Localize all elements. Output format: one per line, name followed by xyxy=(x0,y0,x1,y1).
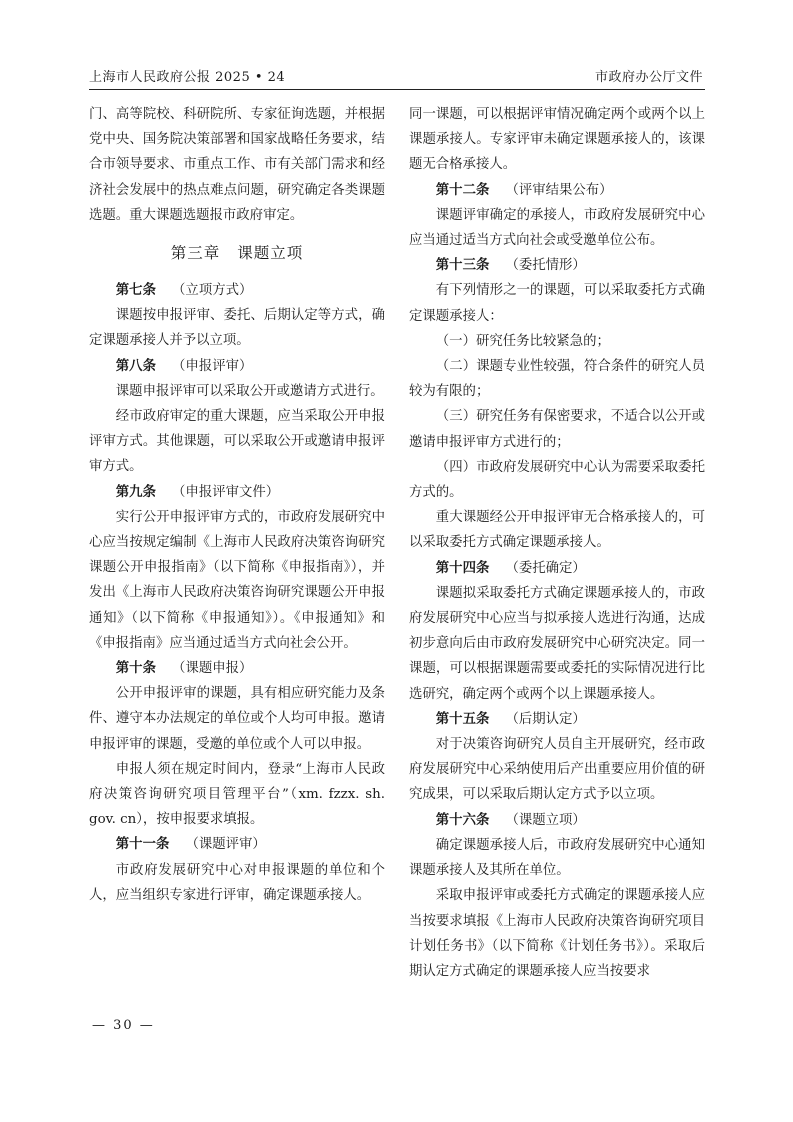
article-title: （委托确定） xyxy=(505,560,586,576)
paragraph: 申报人须在规定时间内，登录“上海市人民政府决策咨询研究项目管理平台”（xm. fzzx. sh. gov. cn），按申报要求填报。 xyxy=(89,761,385,828)
article-heading xyxy=(409,253,705,278)
article-number: 第十一条 xyxy=(115,836,170,853)
list-item: （四）市政府发展研究中心认为需要采取委托方式的。 xyxy=(409,459,705,501)
chapter-title: 课题立项 xyxy=(237,244,304,263)
paragraph: 经市政府审定的重大课题，应当采取公开申报评审方式。其他课题，可以采取公开或邀请申报评审方式。 xyxy=(89,409,385,475)
article-heading xyxy=(409,808,705,833)
list-item: （一）研究任务比较紧急的； xyxy=(435,333,610,349)
article-heading xyxy=(409,556,705,581)
publication-title: 上海市人民政府公报 2025 • 24 xyxy=(89,70,286,85)
chapter-heading xyxy=(89,238,385,268)
article-title: （申报评审） xyxy=(172,358,253,374)
article-heading xyxy=(89,656,385,681)
list-item: （三）研究任务有保密要求，不适合以公开或邀请申报评审方式进行的； xyxy=(409,409,705,450)
article-title: （评审结果公布） xyxy=(505,182,613,198)
article-heading xyxy=(89,278,385,303)
article-title: （立项方式） xyxy=(172,283,253,299)
article-number: 第十六条 xyxy=(435,811,490,828)
paragraph: 课题申报评审可以采取公开或邀请方式进行。 xyxy=(115,383,384,399)
page-number: — 30 — xyxy=(92,1018,155,1033)
article-title: （课题申报） xyxy=(172,661,253,677)
article-title: （课题立项） xyxy=(505,812,586,828)
paragraph: 市政府发展研究中心对申报课题的单位和个人，应当组织专家进行评审，确定课题承接人。 xyxy=(89,862,385,903)
right-column xyxy=(409,102,705,984)
paragraph: 课题按申报评审、委托、后期认定等方式，确定课题承接人并予以立项。 xyxy=(89,308,385,349)
article-title: （后期认定） xyxy=(505,711,586,727)
article-number: 第十四条 xyxy=(435,559,490,576)
paragraph: 课题拟采取委托方式确定课题承接人的，市政府发展研究中心应当与拟承接人选进行沟通，达成初步意向后由市政府发展研究中心研究决定。同一课题，可以根据课题需要或委托的实际情况进行比选研究，确定两个或两个以上课题承接人。 xyxy=(409,585,705,702)
article-number: 第十五条 xyxy=(435,710,490,727)
article-number: 第十三条 xyxy=(435,257,490,274)
list-item: （二）课题专业性较强，符合条件的研究人员较为有限的； xyxy=(409,359,705,400)
article-title: （课题评审） xyxy=(185,837,266,853)
article-number: 第七条 xyxy=(115,282,156,299)
article-number: 第九条 xyxy=(115,483,156,500)
paragraph: 公开申报评审的课题，具有相应研究能力及条件、遵守本办法规定的单位或个人均可申报。邀请申报评审的课题，受邀的单位或个人可以申报。 xyxy=(89,686,385,752)
article-title: （委托情形） xyxy=(505,258,586,274)
article-heading xyxy=(89,354,385,379)
article-heading xyxy=(409,707,705,732)
left-column xyxy=(89,102,385,908)
article-number: 第十二条 xyxy=(435,181,490,198)
article-heading xyxy=(89,480,385,505)
article-number: 第十条 xyxy=(115,660,156,677)
article-heading xyxy=(409,178,705,203)
section-title: 市政府办公厅文件 xyxy=(594,70,703,85)
article-number: 第八条 xyxy=(115,357,156,374)
header-rule xyxy=(89,89,705,90)
paragraph: 课题评审确定的承接人，市政府发展研究中心应当通过适当方式向社会或受邀单位公布。 xyxy=(409,207,705,249)
paragraph: 实行公开申报评审方式的，市政府发展研究中心应当按规定编制《上海市人民政府决策咨询研究课题公开申报指南》（以下简称《申报指南》），并发出《上海市人民政府决策咨询研究课题公开申报通知》（以下简称《申报通知》）。《申报通知》和《申报指南》应当通过适当方式向社会公开。 xyxy=(89,509,385,651)
chapter-number: 第三章 xyxy=(170,244,221,263)
paragraph: 对于决策咨询研究人员自主开展研究，经市政府发展研究中心采纳使用后产出重要应用价值的研究成果，可以采取后期认定方式予以立项。 xyxy=(409,737,705,803)
running-header xyxy=(89,66,703,88)
paragraph: 有下列情形之一的课题，可以采取委托方式确定课题承接人： xyxy=(409,283,705,324)
paragraph: 门、高等院校、科研院所、专家征询选题，并根据党中央、国务院决策部署和国家战略任务要求，结合市领导要求、市重点工作、市有关部门需求和经济社会发展中的热点难点问题，研究确定各类课题选题。重大课题选题报市政府审定。 xyxy=(89,107,385,223)
paragraph: 同一课题，可以根据评审情况确定两个或两个以上课题承接人。专家评审未确定课题承接人的，该课题无合格承接人。 xyxy=(409,107,705,173)
paragraph: 采取申报评审或委托方式确定的课题承接人应当按要求填报《上海市人民政府决策咨询研究项目计划任务书》（以下简称《计划任务书》）。采取后期认定方式确定的课题承接人应当按要求 xyxy=(409,888,705,979)
article-heading xyxy=(89,832,385,857)
article-title: （申报评审文件） xyxy=(172,484,280,500)
paragraph: 重大课题经公开申报评审无合格承接人的，可以采取委托方式确定课题承接人。 xyxy=(409,510,705,551)
paragraph: 确定课题承接人后，市政府发展研究中心通知课题承接人及其所在单位。 xyxy=(409,837,705,879)
